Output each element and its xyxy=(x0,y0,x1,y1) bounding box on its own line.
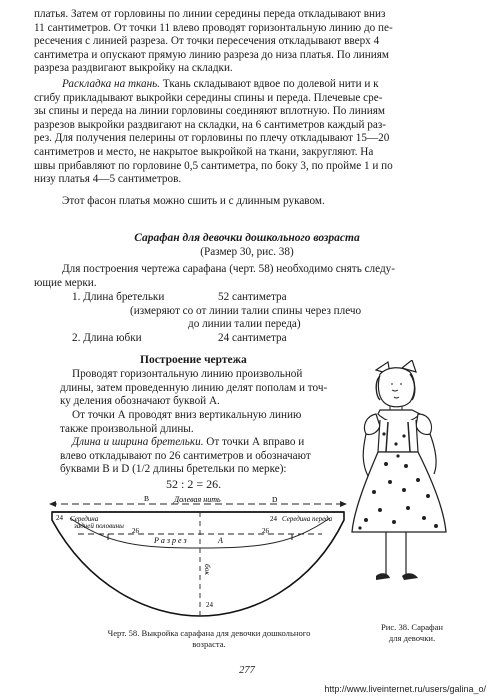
paragraph-strap xyxy=(60,436,342,477)
text-line: ку деления обозначают буквой А. xyxy=(60,395,220,408)
text-line: разрезов выкройки раздвигают на складки, на 6 сантиметров каждый раз- xyxy=(34,118,386,131)
paragraph-horizontal-line xyxy=(60,368,342,409)
text-line: Для построения чертежа сарафана (черт. 58) необходимо снять следу- xyxy=(62,263,395,275)
label-bottom-24: 24 xyxy=(206,601,213,609)
text-rest: Ткань складывают вдвое по долевой нити и к xyxy=(160,78,379,90)
pattern-drawing xyxy=(48,494,356,620)
legs xyxy=(386,532,406,574)
caption-line: Рис. 38. Сарафан xyxy=(380,622,444,632)
text-line: разреза раздвигают выкройку на складки. xyxy=(34,62,233,75)
label-right-24: 24 xyxy=(270,515,277,523)
text-line: влево откладывают по 26 сантиметров и обозначают xyxy=(60,449,311,462)
label-grain: Долевая нить xyxy=(174,495,221,504)
label-d: D xyxy=(272,495,278,504)
section-title: Сарафан для девочки дошкольного возраста xyxy=(134,232,360,244)
grain-arrow-left xyxy=(49,501,56,507)
measure-1-label: 1. Длина бретельки xyxy=(72,291,165,303)
italic-lead: Длина и ширина бретельки. xyxy=(72,436,204,448)
text-line: буквами В и D (1/2 длины бретельки по мерке): xyxy=(60,463,287,476)
text-line xyxy=(60,436,342,450)
text-line: сантиметров и место, не накрытое выкройкой на ткани, закругляют. На xyxy=(34,145,374,158)
caption-line: Черт. 58. Выкройка сарафана для девочки дошкольного xyxy=(107,628,311,638)
text-line: Проводят горизонтальную линию произвольной xyxy=(72,368,303,380)
label-left-text1: Середина xyxy=(70,515,99,523)
text-line: швы прибавляют по горловине 0,5 сантиметра, по боку 3, по пройме 1 и по xyxy=(34,159,393,172)
caption-line: возраста. xyxy=(192,639,226,649)
text-line: От точки А проводят вниз вертикальную линию xyxy=(72,409,302,421)
measure-2-value: 24 сантиметра xyxy=(218,332,287,344)
text-line: Этот фасон платья можно сшить и с длинным рукавом. xyxy=(62,195,325,207)
label-b: B xyxy=(144,494,150,503)
label-right-text: Середина переда xyxy=(282,515,333,523)
sleeve-left xyxy=(364,414,380,435)
text-line: низу платья 4—5 сантиметров. xyxy=(34,173,182,186)
label-bok: бок xyxy=(203,564,212,575)
text-line: зы спины и переда на линии горловины соединяют вплотную. По линиям xyxy=(34,105,385,118)
label-26-left: 26 xyxy=(132,527,139,535)
source-url[interactable]: http://www.liveinternet.ru/users/galina_o/ xyxy=(324,684,486,694)
shoes xyxy=(376,573,418,580)
italic-lead: Раскладка на ткань. xyxy=(62,78,161,90)
text-line: сгибу прикладывают выкройки середины спины и переда. Плечевые сре- xyxy=(34,91,383,104)
paragraph-layout-on-fabric xyxy=(34,78,462,187)
page-number: 277 xyxy=(239,665,255,676)
text-line: 11 сантиметров. От точки 11 влево проводят горизонтальную линию до пе- xyxy=(34,21,393,34)
label-a: А xyxy=(218,536,223,545)
sleeve-right xyxy=(416,414,432,435)
measure-1-value: 52 сантиметра xyxy=(218,291,287,303)
text-line: длины, затем проведенную линию делят пополам и точ- xyxy=(60,381,328,394)
text-line: платья. Затем от горловины по линии середины переда откладывают вниз xyxy=(34,8,386,20)
label-razrez: Р а з р е з xyxy=(154,536,187,545)
measure-1-note-cont: до линии талии переда) xyxy=(188,318,301,330)
measure-1-note: (измеряют со от линии талии спины через плечо xyxy=(130,305,362,317)
figure-58-caption xyxy=(64,628,354,650)
measure-2-label: 2. Длина юбки xyxy=(72,332,142,344)
label-26-right: 26 xyxy=(262,527,269,535)
construction-title: Построение чертежа xyxy=(140,354,247,366)
text-rest: От точки А вправо и xyxy=(203,436,305,448)
head xyxy=(378,368,414,407)
paragraph-vertical-line xyxy=(60,409,342,436)
bodice xyxy=(378,420,418,452)
text-line: ющие мерки. xyxy=(34,276,97,289)
text-line: сантиметра и опускают прямую линию разреза до низа платья. По линиям xyxy=(34,48,389,61)
label-left-text2: задней половины xyxy=(74,522,124,530)
text-line: также произвольной длины. xyxy=(60,422,194,435)
text-line: рез. Для получения пелерины от горловины по плечу откладывают 15—20 xyxy=(34,132,390,145)
text-line: ресечения с линией разреза. От точки пересечения откладывают вверх 4 xyxy=(34,35,380,48)
girl-sarafan-illustration xyxy=(346,360,468,608)
figure-38-caption xyxy=(362,622,462,644)
paragraph-measurements-intro xyxy=(34,263,462,290)
label-left-24: 24 xyxy=(56,514,63,522)
formula: 52 : 2 = 26. xyxy=(166,477,222,491)
paragraph-1 xyxy=(34,8,462,76)
caption-line: для девочки. xyxy=(388,633,436,643)
text-line xyxy=(34,78,462,92)
section-subtitle: (Размер 30, рис. 38) xyxy=(200,246,294,258)
paragraph-long-sleeve xyxy=(62,195,462,209)
